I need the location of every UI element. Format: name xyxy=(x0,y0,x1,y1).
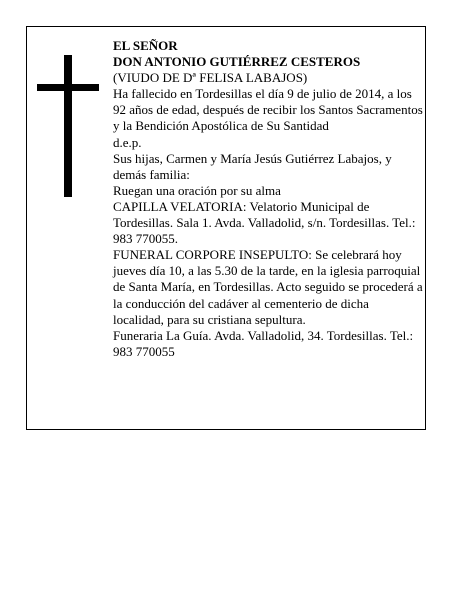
funeral-home-info: Funeraria La Guía. Avda. Valladolid, 34. Tordesillas. Tel.: 983 770055 xyxy=(113,327,414,359)
rip-line: d.e.p. xyxy=(113,134,142,150)
funeral-info: FUNERAL CORPORE INSEPULTO: Se celebrará hoy jueves día 10, a las 5.30 de la tarde, en la iglesia parroquial de Santa María, en Tordesillas. Acto seguido se procederá a la conducción del cadáver al cementerio de dicha localidad, para su cristiana sepultura. xyxy=(113,247,423,327)
cross-vertical-bar xyxy=(64,55,72,197)
widower-line: (VIUDO DE Dª FELISA LABAJOS) xyxy=(113,70,308,86)
cross-horizontal-bar xyxy=(37,84,99,91)
prayer-request: Ruegan una oración por su alma xyxy=(113,182,281,198)
family-line: Sus hijas, Carmen y María Jesús Gutiérrez Labajos, y demás familia: xyxy=(113,150,392,182)
cross-icon xyxy=(37,55,99,197)
chapel-info: CAPILLA VELATORIA: Velatorio Municipal de Tordesillas. Sala 1. Avda. Valladolid, s/n. Tordesillas. Tel.: 983 770055. xyxy=(113,198,416,247)
obituary-text xyxy=(113,38,423,360)
header-title: EL SEÑOR xyxy=(113,38,178,53)
deceased-name: DON ANTONIO GUTIÉRREZ CESTEROS xyxy=(113,54,361,70)
death-announcement: Ha fallecido en Tordesillas el día 9 de julio de 2014, a los 92 años de edad, después de recibir los Santos Sacramentos y la Bendición Apostólica de Su Santidad xyxy=(113,86,423,134)
